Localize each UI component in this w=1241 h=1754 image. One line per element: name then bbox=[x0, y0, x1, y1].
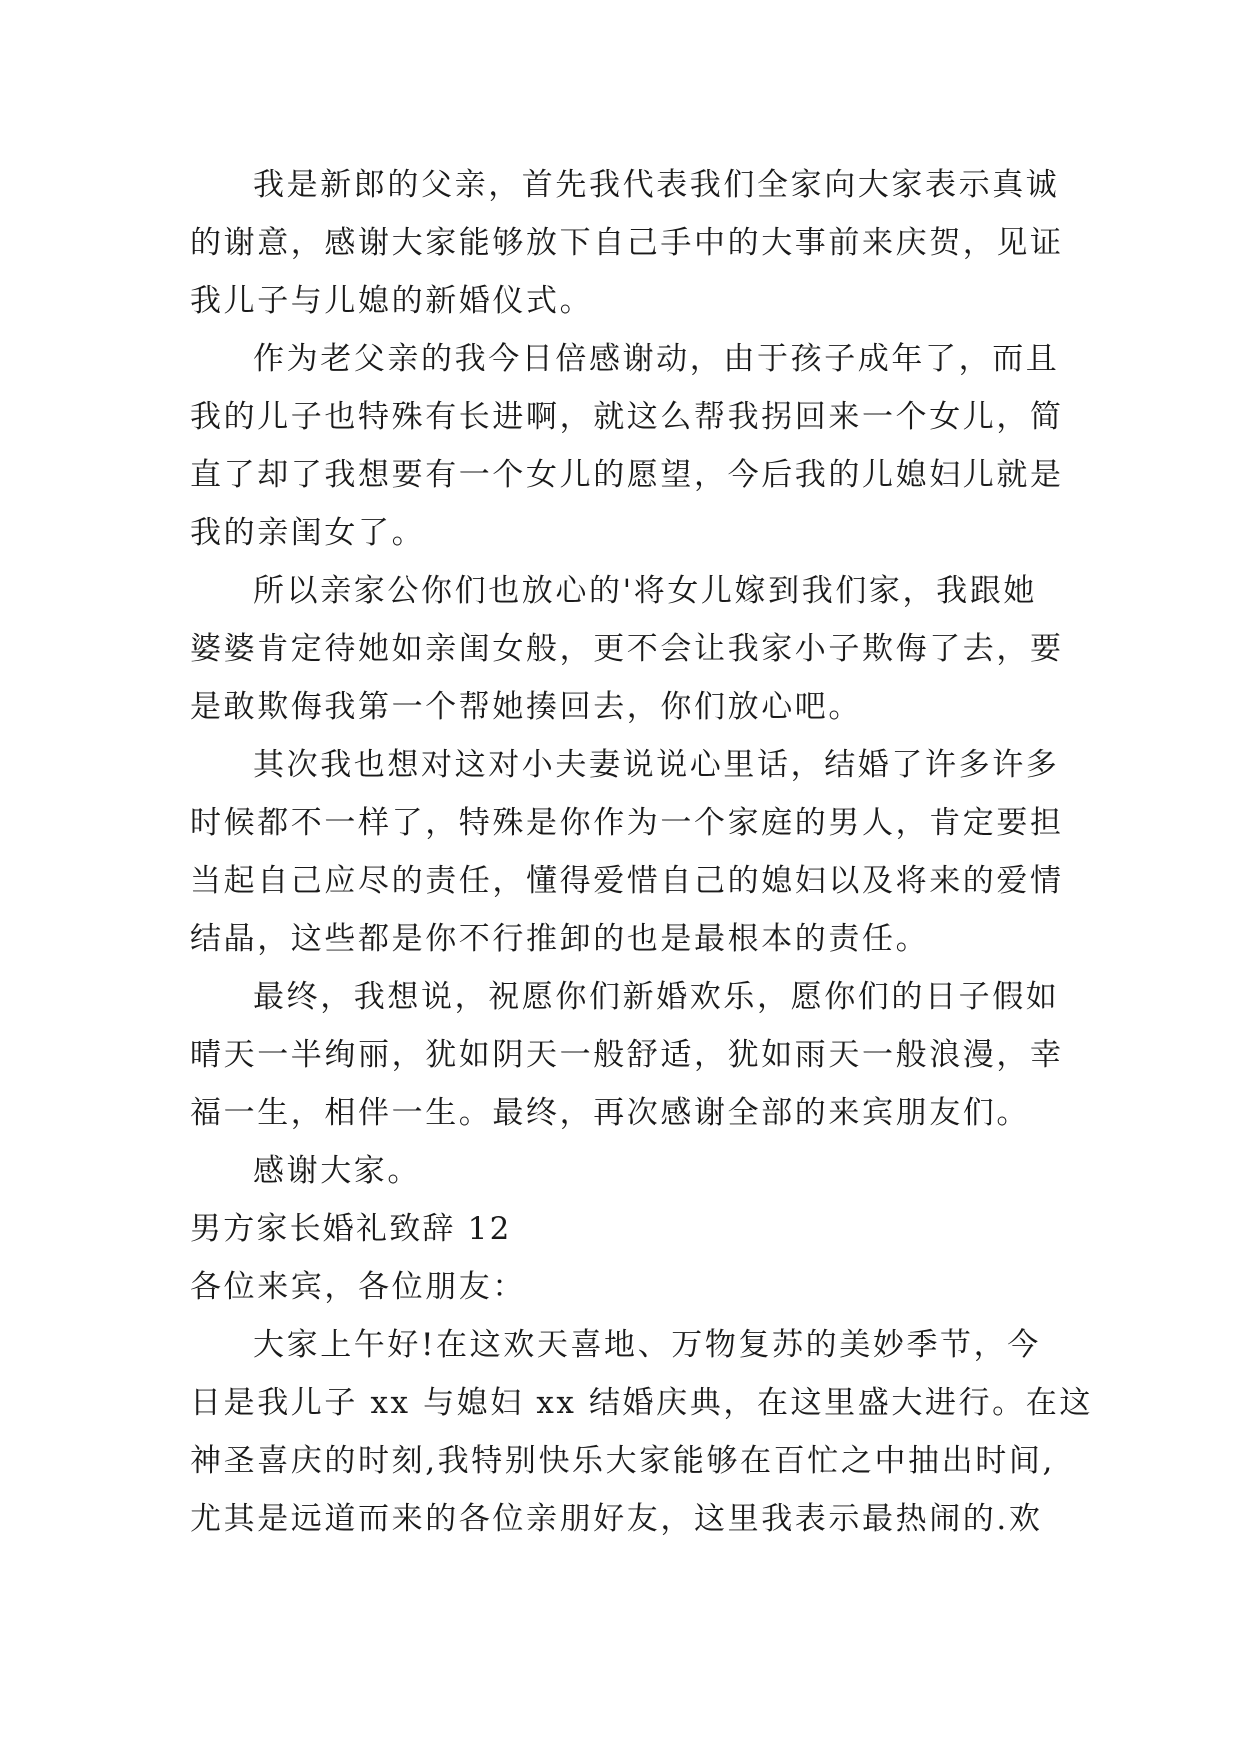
paragraph-line: 最终，我想说，祝愿你们新婚欢乐，愿你们的日子假如 bbox=[253, 979, 1060, 1015]
paragraph-line: 其次我也想对这对小夫妻说说心里话，结婚了许多许多 bbox=[253, 747, 1060, 783]
paragraph-line: 的谢意，感谢大家能够放下自己手中的大事前来庆贺，见证 bbox=[190, 225, 1064, 261]
paragraph-line: 我的亲闺女了。 bbox=[190, 515, 426, 551]
paragraph-line: 感谢大家。 bbox=[253, 1153, 421, 1189]
paragraph-line: 我是新郎的父亲，首先我代表我们全家向大家表示真诚 bbox=[253, 167, 1060, 203]
paragraph-line: 时候都不一样了，特殊是你作为一个家庭的男人，肯定要担 bbox=[190, 805, 1064, 841]
paragraph-line: 作为老父亲的我今日倍感谢动，由于孩子成年了，而且 bbox=[253, 341, 1060, 377]
salutation: 各位来宾，各位朋友： bbox=[190, 1269, 526, 1305]
paragraph-line: 晴天一半绚丽，犹如阴天一般舒适，犹如雨天一般浪漫，幸 bbox=[190, 1037, 1064, 1073]
paragraph-line: 是敢欺侮我第一个帮她揍回去，你们放心吧。 bbox=[190, 689, 862, 725]
paragraph-line: 直了却了我想要有一个女儿的愿望，今后我的儿媳妇儿就是 bbox=[190, 457, 1064, 493]
paragraph-line: 所以亲家公你们也放心的'将女儿嫁到我们家，我跟她 bbox=[253, 573, 1037, 609]
paragraph-line: 当起自己应尽的责任，懂得爱惜自己的媳妇以及将来的爱情 bbox=[190, 863, 1064, 899]
section-title: 男方家长婚礼致辞 12 bbox=[190, 1211, 512, 1247]
paragraph-line: 我儿子与儿媳的新婚仪式。 bbox=[190, 283, 594, 319]
paragraph-line: 结晶，这些都是你不行推卸的也是最根本的责任。 bbox=[190, 921, 930, 957]
paragraph-line: 我的儿子也特殊有长进啊，就这么帮我拐回来一个女儿，简 bbox=[190, 399, 1064, 435]
paragraph-line: 婆婆肯定待她如亲闺女般，更不会让我家小子欺侮了去，要 bbox=[190, 631, 1064, 667]
paragraph-line: 福一生，相伴一生。最终，再次感谢全部的来宾朋友们。 bbox=[190, 1095, 1030, 1131]
paragraph-line: 大家上午好!在这欢天喜地、万物复苏的美妙季节，今 bbox=[253, 1327, 1041, 1363]
paragraph-line: 神圣喜庆的时刻,我特别快乐大家能够在百忙之中抽出时间, bbox=[190, 1443, 1055, 1479]
paragraph-line: 日是我儿子 xx 与媳妇 xx 结婚庆典，在这里盛大进行。在这 bbox=[190, 1385, 1093, 1421]
paragraph-line: 尤其是远道而来的各位亲朋好友，这里我表示最热闹的.欢 bbox=[190, 1501, 1043, 1537]
